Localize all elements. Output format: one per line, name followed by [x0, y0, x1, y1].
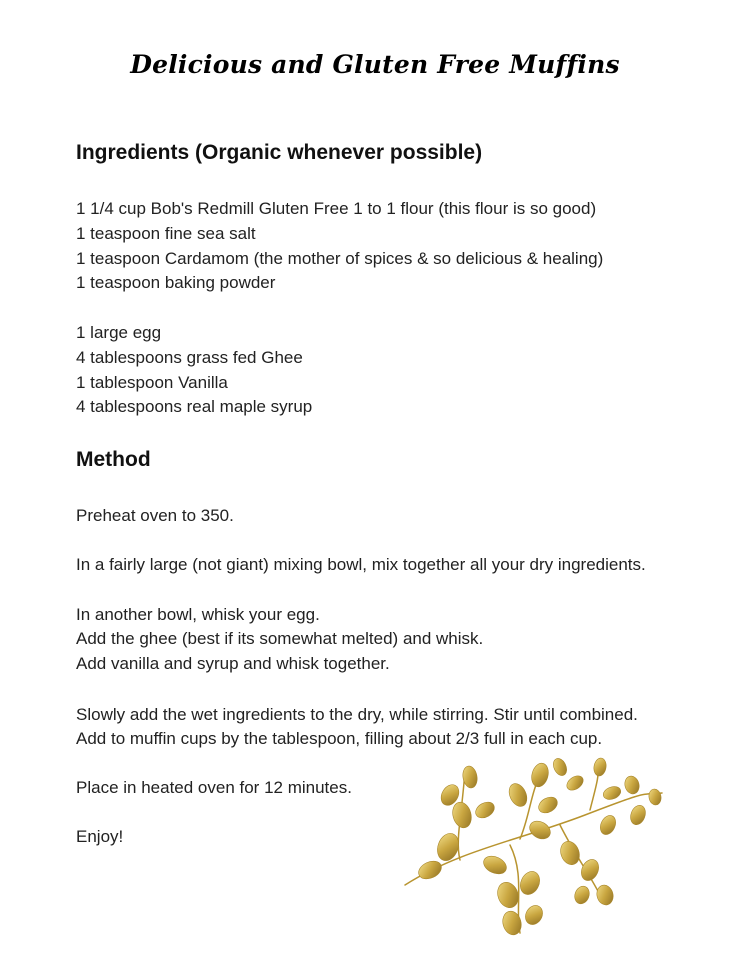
method-step: In a fairly large (not giant) mixing bowl, mix together all your dry ingredients.	[76, 555, 646, 574]
ingredient-line: 1 1/4 cup Bob's Redmill Gluten Free 1 to 1 flour (this flour is so good)	[76, 199, 597, 218]
method-step: Add vanilla and syrup and whisk together.	[76, 654, 390, 673]
ingredients-heading: Ingredients (Organic whenever possible)	[76, 141, 483, 164]
method-step: Enjoy!	[76, 827, 124, 846]
recipe-title: Delicious and Gluten Free Muffins	[130, 50, 620, 79]
method-step: Place in heated oven for 12 minutes.	[76, 778, 352, 797]
method-step: Preheat oven to 350.	[76, 506, 234, 525]
method-step: Add to muffin cups by the tablespoon, filling about 2/3 full in each cup.	[76, 729, 603, 748]
golden-leaves-branch-icon	[400, 755, 670, 940]
ingredient-line: 1 large egg	[76, 323, 162, 342]
method-step: In another bowl, whisk your egg.	[76, 605, 320, 624]
ingredient-line: 1 tablespoon Vanilla	[76, 373, 228, 392]
method-step: Add the ghee (best if its somewhat melted) and whisk.	[76, 629, 484, 648]
ingredient-line: 1 teaspoon Cardamom (the mother of spices & so delicious & healing)	[76, 249, 604, 268]
ingredient-line: 4 tablespoons grass fed Ghee	[76, 348, 303, 367]
ingredient-line: 4 tablespoons real maple syrup	[76, 397, 313, 416]
method-heading: Method	[76, 448, 151, 471]
method-step: Slowly add the wet ingredients to the dry, while stirring. Stir until combined.	[76, 705, 638, 724]
ingredient-line: 1 teaspoon fine sea salt	[76, 224, 256, 243]
ingredient-line: 1 teaspoon baking powder	[76, 273, 276, 292]
